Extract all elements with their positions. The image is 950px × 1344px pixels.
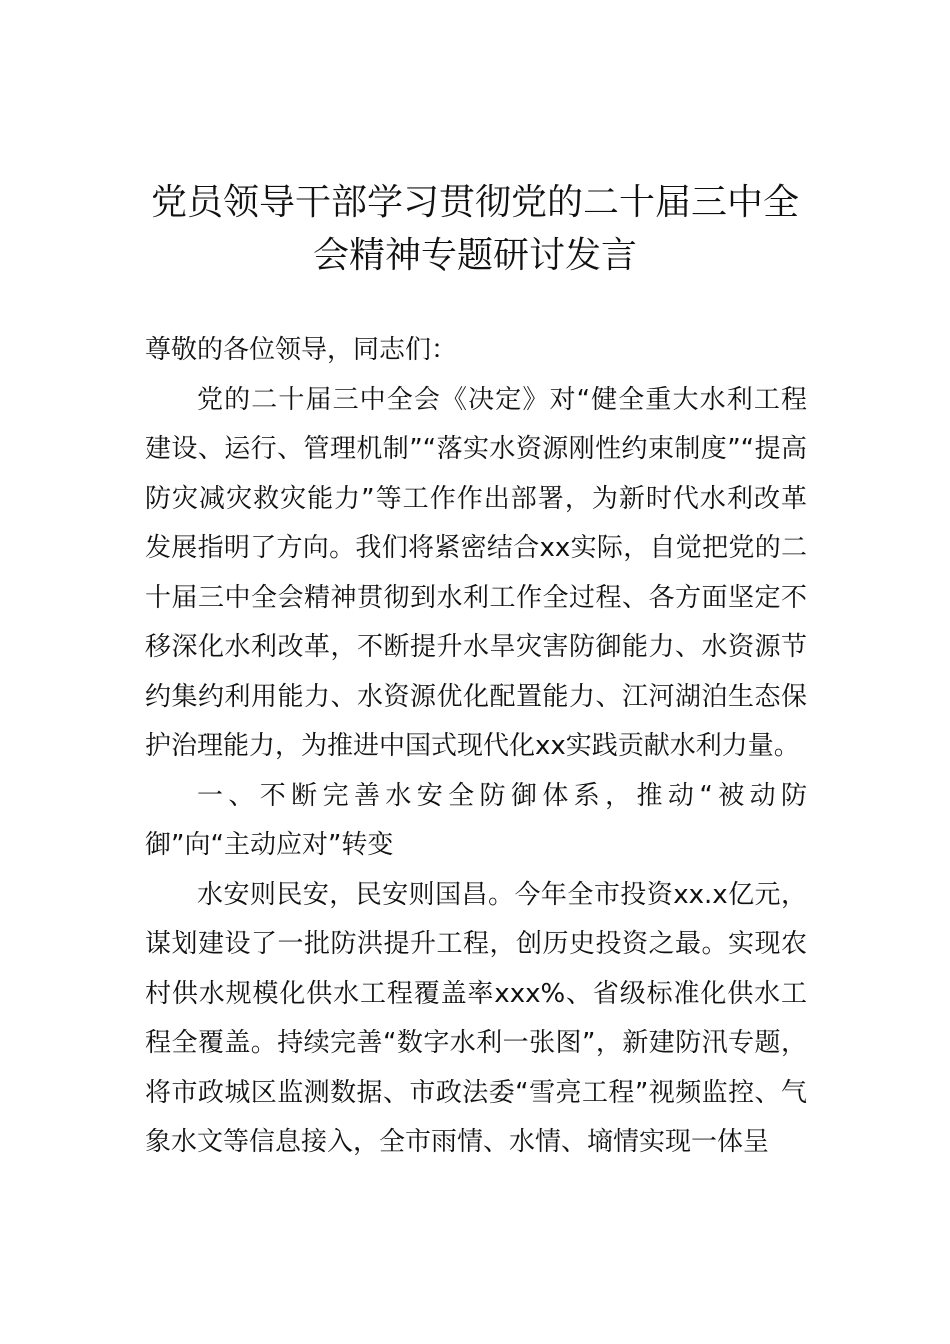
paragraph-intro: 党的二十届三中全会《决定》对“健全重大水利工程建设、运行、管理机制”“落实水资源刚性约束制度”“提高防灾减灾救灾能力”等工作作出部署，为新时代水利改革发展指明了方向。我们将紧密结合xx实际，自觉把党的二十届三中全会精神贯彻到水利工作全过程、各方面坚定不移深化水利改革，不断提升水旱灾害防御能力、水资源节约集约利用能力、水资源优化配置能力、江河湖泊生态保护治理能力，为推进中国式现代化xx实践贡献水利力量。	[145, 384, 807, 761]
greeting-line: 尊敬的各位领导，同志们：	[145, 335, 458, 365]
paragraph-section-1: 水安则民安，民安则国昌。今年全市投资xx.x亿元，谋划建设了一批防洪提升工程，创历史投资之最。实现农村供水规模化供水工程覆盖率xxx%、省级标准化供水工程全覆盖。持续完善“数字水利一张图”，新建防汛专题，将市政城区监测数据、市政法委“雪亮工程”视频监控、气象水文等信息接入，全市雨情、水情、墒情实现一体呈	[145, 879, 807, 1157]
section-heading-1: 一、不断完善水安全防御体系，推动“被动防御”向“主动应对”转变	[145, 780, 807, 860]
document-body	[145, 326, 807, 1168]
document-title: 党员领导干部学习贯彻党的二十届三中全会精神专题研讨发言	[150, 182, 799, 276]
